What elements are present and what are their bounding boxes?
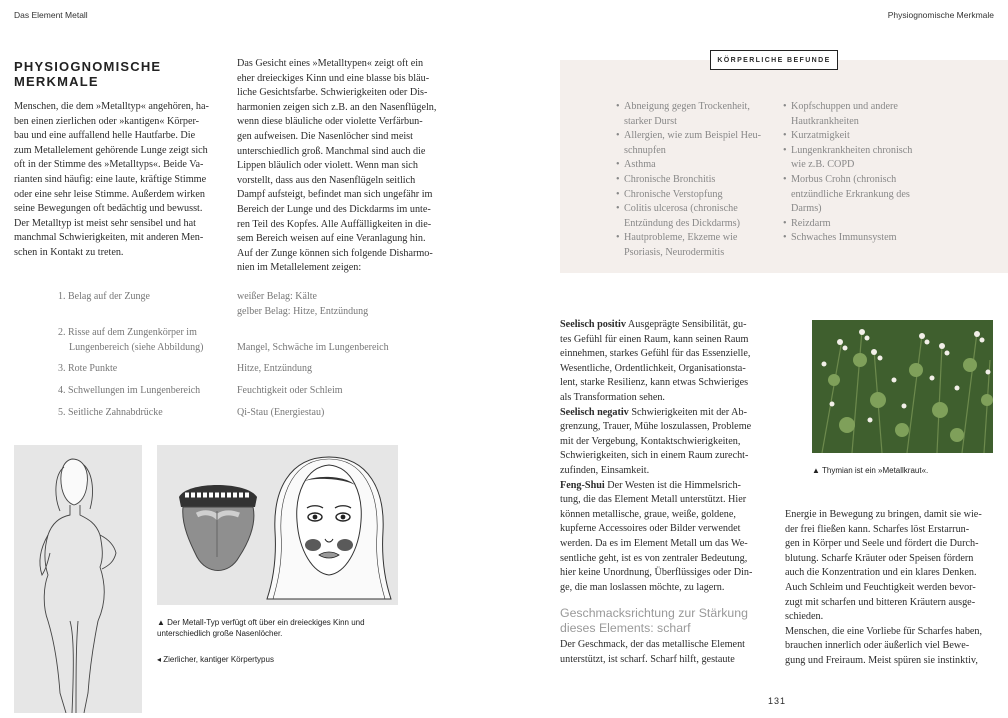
list-item: 4. Schwellungen im Lungenbereich <box>58 385 201 396</box>
right-col2-text: Energie in Bewegung zu bringen, damit sie wie- der frei fließen kann. Scharfes löst Erstarrun- gen in Körper und Seele und fördert die Durch- blutung. Scharfe Kräuter oder Speisen fördern auch die Konzentration und ein klares Denken. Auch Schleim und Feuchtigkeit werden bevor- zugt mit scharfen und bitteren Kräutern ausge- schieden. Menschen, die eine Vorliebe für Scharfes haben, brauchen innerlich oder äußerlich viel Bewe- gung und Freiraum. Meist spüren sie instinktiv, <box>785 509 983 666</box>
section-subheading: Geschmacksrichtung zur Stärkung dieses Elements: scharf <box>560 606 748 635</box>
female-figure-icon <box>14 445 142 713</box>
list-value: weißer Belag: Kälte gelber Belag: Hitze, Entzündung <box>237 291 369 317</box>
right-col1-end-text: Der Geschmack, der das metallische Element unterstützt, ist scharf. Scharf hilft, gestaute <box>560 639 745 665</box>
thyme-caption: ▲ Thymian ist ein »Metallkraut«. <box>812 466 929 475</box>
list-item: • Lungenkrankheiten chronisch wie z.B. COPD <box>783 144 948 173</box>
figure-caption-body: ◂ Zierlicher, kantiger Körpertypus <box>157 655 274 664</box>
list-item: 5. Seitliche Zahnabdrücke <box>58 407 163 418</box>
left-col1-text: Menschen, die dem »Metalltyp« angehören, ha- ben einen zierlichen oder »kantigen« Körper- bau und eine auffallend helle Hautfarbe. Die zum Metallelement gehörende Lunge zeigt sich oft in der Stimme des »Metalltyps«. Beide Va- rianten sind häufig: eine laute, kräftige Stimme oder eine sehr leise Stimme. Außerdem wirken seine Bewegungen oft bedächtig und bewusst. Der Metalltyp ist meist sehr sensibel und hat manchmal Schwierigkeiten, mit anderen Men- schen in Kontakt zu treten. <box>14 101 209 258</box>
list-item: • Kopfschuppen und andere Hautkrankheiten <box>783 100 948 129</box>
list-item: • Abneigung gegen Trockenheit, starker Durst <box>616 100 776 129</box>
face-icon <box>265 451 393 601</box>
face-tongue-illustration <box>157 445 398 605</box>
list-item: • Schwaches Immunsystem <box>783 231 948 246</box>
right-col1-text: Seelisch positiv Ausgeprägte Sensibilität, gu- tes Gefühl für einen Raum, kann seinen Raum einnehmen, starkes Gefühl für das Essenzielle, Wesentliche, Ordentlichkeit, Organisationsta- lent, starke Resilienz, kann etwas Schwieriges als Transformation sehen. Seelisch negativ Schwierigkeiten mit der Ab- grenzung, Trauer, Mühe loszulassen, Probleme mit der Vergebung, Kontaktschwierigkeiten, Schwierigkeiten, sich in einem Raum zurecht- zufinden, Einsamkeit. Feng-Shui Der Westen ist die Himmelsrich- tung, die das Element Metall unterstützt. Hier können metallische, graue, weiße, goldene, kupferne Accessoires oder Bilder verwendet werden. Da es im Element Metall um das We- sentliche geht, ist es von zentraler Bedeutung, hier keine Unordnung, Überflüssiges oder Din- ge, die man loslassen möchte, zu lagern. <box>560 319 753 593</box>
list-item: • Chronische Bronchitis <box>616 173 776 188</box>
list-item: • Reizdarm <box>783 217 948 232</box>
thyme-photo <box>812 320 993 453</box>
list-item: 3. Rote Punkte <box>58 363 118 374</box>
list-value: Hitze, Entzündung <box>237 363 312 374</box>
list-item: • Morbus Crohn (chronisch entzündliche Erkrankung des Darms) <box>783 173 948 217</box>
figure-caption-face: ▲ Der Metall-Typ verfügt oft über ein dreieckiges Kinn und unterschiedlich große Nasenlöcher. <box>157 618 365 638</box>
list-item: • Allergien, wie zum Beispiel Heu- schnupfen <box>616 129 776 158</box>
list-value: Feuchtigkeit oder Schleim <box>237 385 343 396</box>
list-item: 1. Belag auf der Zunge <box>58 291 150 302</box>
list-item: • Colitis ulcerosa (chronische Entzündung des Dickdarms) <box>616 202 776 231</box>
list-item: • Kurzatmigkeit <box>783 129 948 144</box>
list-item: • Hautprobleme, Ekzeme wie Psoriasis, Neurodermitis <box>616 231 776 260</box>
list-value: Mangel, Schwäche im Lungenbereich <box>237 341 389 353</box>
findings-list-right <box>783 100 948 246</box>
page-number: 131 <box>768 696 787 706</box>
running-head-left: Das Element Metall <box>14 10 88 20</box>
findings-box-label: KÖRPERLICHE BEFUNDE <box>710 50 838 70</box>
thyme-plant-icon <box>812 320 993 453</box>
list-item: • Asthma <box>616 158 776 173</box>
findings-list-left <box>616 100 776 261</box>
page-title: PHYSIOGNOMISCHE MERKMALE <box>14 59 162 89</box>
left-col2-text: Das Gesicht eines »Metalltypen« zeigt oft ein eher dreieckiges Kinn und eine blasse bis bläu- liche Gesichtsfarbe. Schwierigkeiten oder Dis- harmonien zeigen sich z.B. an den Nasenflügeln, wenn diese bläuliche oder violette Verfärbun- gen aufweisen. Die Nasenlöcher sind meist unterschiedlich groß. Manchmal sind auch die Lippen bläulich oder violett. Wenn man sich vorstellt, dass aus den Nasenflügeln seitlich Dampf aufsteigt, befindet man sich ungefähr im Bereich der Lunge und des Dickdarms im unte- ren Teil des Kopfes. Alle Auffälligkeiten in die- sem Bereich weisen auf eine Veranlagung hin. Auf der Zunge können sich folgende Disharmo- nien im Metallelement zeigen: <box>237 58 437 274</box>
list-item: • Chronische Verstopfung <box>616 188 776 203</box>
list-value: Qi-Stau (Energiestau) <box>237 407 325 418</box>
body-type-illustration <box>14 445 142 713</box>
running-head-right: Physiognomische Merkmale <box>887 10 994 20</box>
list-item: 2. Risse auf dem Zungenkörper im Lungenbereich (siehe Abbildung) <box>58 327 204 353</box>
